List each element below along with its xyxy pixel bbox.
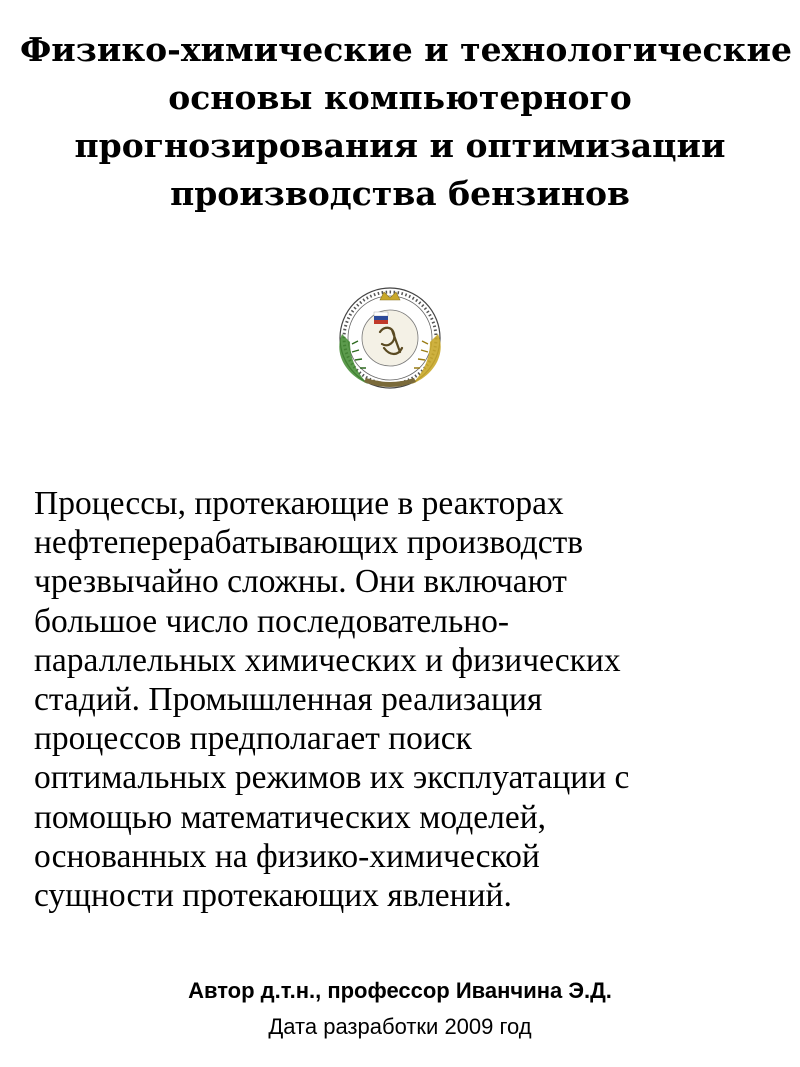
body-line: сущности протекающих явлений.	[34, 877, 512, 915]
body-line: процессов предполагает поиск	[34, 720, 472, 758]
body-paragraph	[34, 484, 784, 915]
body-line: оптимальных режимов их эксплуатации с	[34, 759, 630, 797]
date-line: Дата разработки 2009 год	[268, 1014, 532, 1039]
body-line: Процессы, протекающие в реакторах	[34, 485, 564, 522]
author-line: Автор д.т.н., профессор Иванчина Э.Д.	[188, 978, 612, 1003]
body-line: основанных на физико-химической	[34, 837, 540, 875]
body-line: большое число последовательно-	[34, 602, 510, 640]
body-line: стадий. Промышленная реализация	[34, 681, 543, 719]
university-emblem-icon	[328, 282, 452, 394]
body-line: чрезвычайно сложны. Они включают	[34, 563, 567, 601]
title-line: прогнозирования и оптимизации	[74, 126, 726, 165]
title-line: основы компьютерного	[168, 78, 632, 117]
body-line: нефтеперерабатывающих производств	[34, 524, 584, 562]
title-line: Физико-химические и технологические	[20, 30, 792, 69]
title-line: производства бензинов	[170, 174, 630, 213]
body-line: параллельных химических и физических	[34, 641, 621, 679]
page-title	[20, 26, 792, 218]
body-line: помощью математических моделей,	[34, 798, 547, 836]
